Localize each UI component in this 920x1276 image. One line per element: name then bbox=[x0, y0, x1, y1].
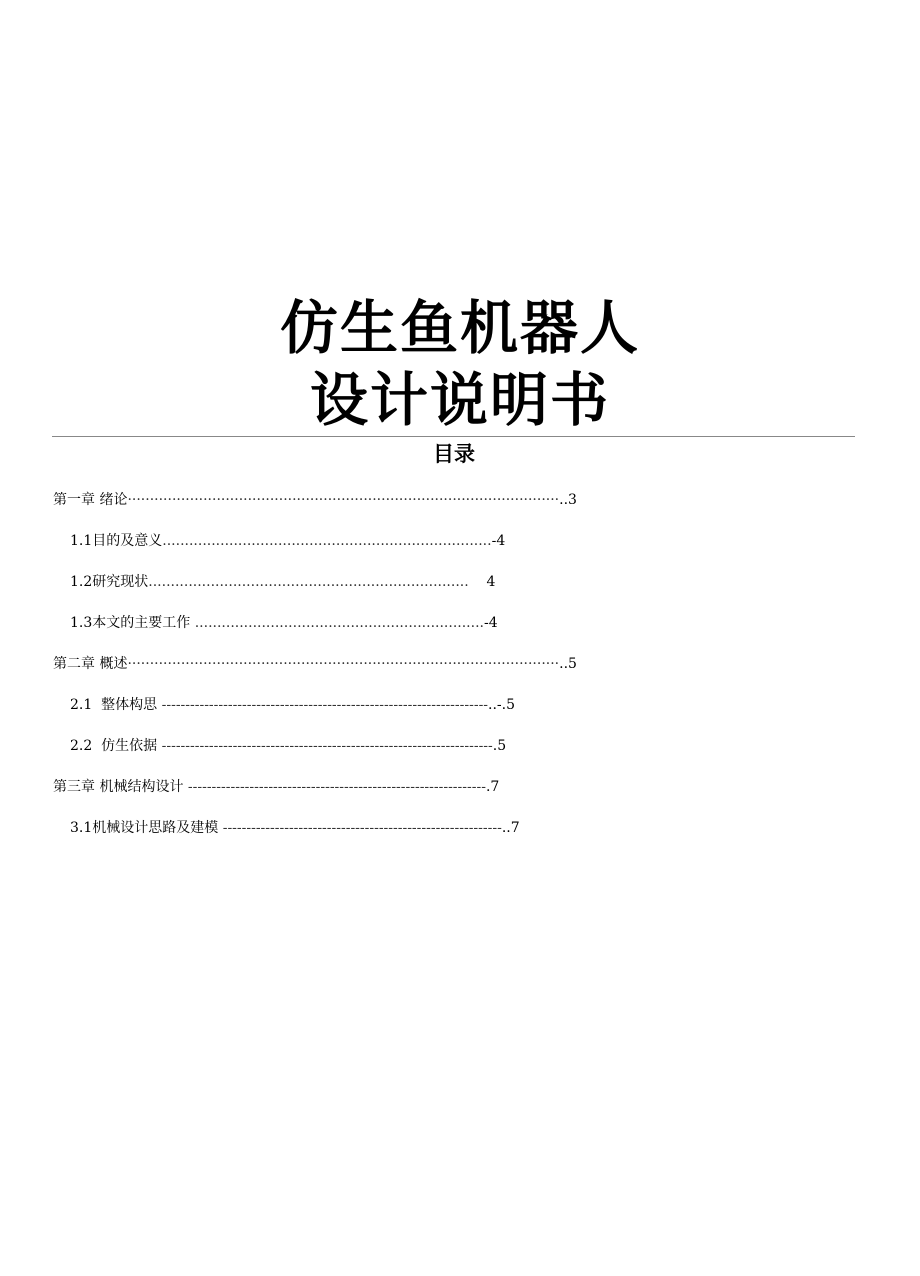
toc-entry-3-1 bbox=[70, 818, 520, 838]
toc-entry-text: 第二章 概述 bbox=[53, 656, 128, 672]
toc-leader: ································································································· bbox=[127, 656, 560, 672]
toc-entry-text: 1.3本文的主要工作 bbox=[70, 615, 191, 631]
toc-entry-chapter-3 bbox=[53, 777, 499, 797]
toc-page-number: ..3 bbox=[559, 492, 577, 508]
toc-page-number: ..-.5 bbox=[488, 697, 516, 713]
toc-entry-1-1 bbox=[70, 531, 505, 551]
toc-entry-text: 1.2研究现状 bbox=[70, 574, 149, 590]
title-line-1: 仿生鱼机器人 bbox=[279, 294, 640, 362]
toc-leader: ---------------------------------------------------------------------- bbox=[157, 738, 493, 754]
toc-entry-chapter-1 bbox=[53, 490, 577, 510]
toc-page-number: .5 bbox=[492, 738, 507, 754]
horizontal-rule bbox=[52, 436, 855, 437]
toc-entry-1-2 bbox=[70, 572, 495, 592]
toc-page-number: .7 bbox=[485, 779, 500, 795]
toc-page-number: ..7 bbox=[501, 820, 520, 836]
toc-page-number: ..5 bbox=[559, 656, 577, 672]
toc-entry-text: 2.2 仿生依据 bbox=[70, 738, 158, 754]
toc-entry-text: 3.1机械设计思路及建模 bbox=[70, 820, 219, 836]
toc-page-number: -4 bbox=[491, 533, 506, 549]
toc-leader: ----------------------------------------------------------- bbox=[218, 820, 502, 836]
toc-entry-1-3 bbox=[70, 613, 498, 633]
toc-leader: ································································································· bbox=[127, 492, 560, 508]
toc-entry-text: 第一章 绪论 bbox=[53, 492, 128, 508]
title-line-2: 设计说明书 bbox=[309, 366, 610, 434]
toc-leader: --------------------------------------------------------------------- bbox=[157, 697, 489, 713]
toc-page-number: -4 bbox=[483, 615, 498, 631]
toc-heading: 目录 bbox=[433, 441, 475, 466]
toc-entry-text: 1.1目的及意义 bbox=[70, 533, 163, 549]
toc-leader: --------------------------------------------------------------- bbox=[183, 779, 486, 795]
toc-page-number: 4 bbox=[468, 574, 496, 590]
toc-leader: .......................................................................... bbox=[162, 533, 492, 549]
toc-entry-2-2 bbox=[70, 736, 506, 756]
toc-entry-text: 2.1 整体构思 bbox=[70, 697, 158, 713]
toc-entry-text: 第三章 机械结构设计 bbox=[53, 779, 184, 795]
toc-leader: ........................................................................ bbox=[148, 574, 469, 590]
toc-entry-2-1 bbox=[70, 695, 515, 715]
document-title bbox=[0, 292, 920, 436]
toc-leader: ................................................................. bbox=[190, 615, 484, 631]
toc-entry-chapter-2 bbox=[53, 654, 577, 674]
